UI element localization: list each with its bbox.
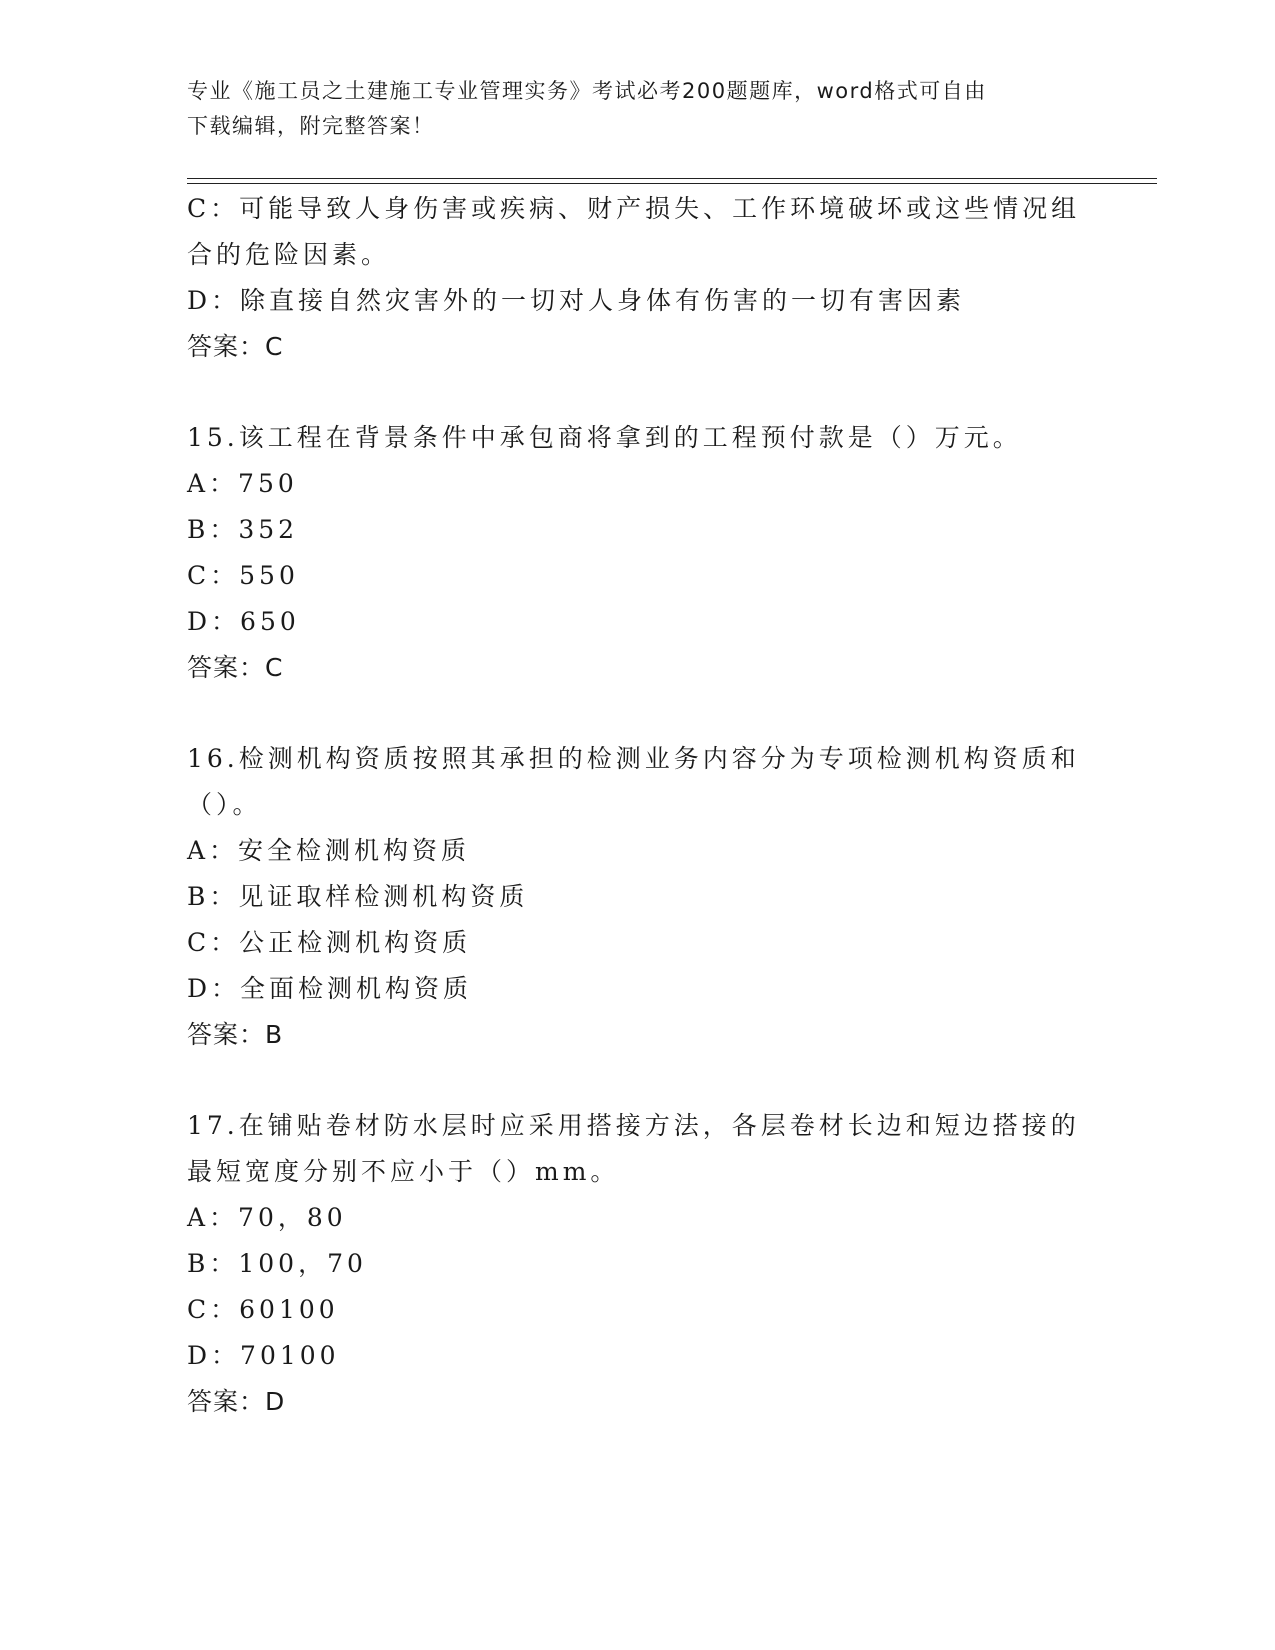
option-d: D：除直接自然灾害外的一切对人身体有伤害的一切有害因素 <box>187 286 966 315</box>
option-a: A：70，80 <box>187 1203 347 1232</box>
question-stem-line-2: 最短宽度分别不应小于（）mm。 <box>187 1157 620 1186</box>
question-stem-line-1: 16.检测机构资质按照其承担的检测业务内容分为专项检测机构资质和 <box>187 744 1080 773</box>
option-b: B：352 <box>187 515 299 544</box>
header-line-2: 下载编辑，附完整答案！ <box>187 114 435 138</box>
continued-question <box>187 186 1087 370</box>
header-divider-top <box>187 178 1157 179</box>
option-b: B：见证取样检测机构资质 <box>187 882 529 911</box>
answer: 答案：B <box>187 1020 284 1049</box>
option-d: D：650 <box>187 607 300 636</box>
option-d: D：全面检测机构资质 <box>187 974 473 1003</box>
option-c: C：550 <box>187 561 299 590</box>
answer: 答案：D <box>187 1387 286 1416</box>
option-c-line-1: C：可能导致人身伤害或疾病、财产损失、工作环境破坏或这些情况组 <box>187 194 1081 223</box>
question-spacer <box>187 1058 1087 1103</box>
option-c: C：公正检测机构资质 <box>187 928 472 957</box>
question-stem: 15.该工程在背景条件中承包商将拿到的工程预付款是（）万元。 <box>187 423 1022 452</box>
header-line-1: 专业《施工员之土建施工专业管理实务》考试必考200题题库，word格式可自由 <box>187 79 987 103</box>
header-divider-bottom <box>187 183 1157 184</box>
question-spacer <box>187 691 1087 736</box>
option-c: C：60100 <box>187 1295 339 1324</box>
option-b: B：100，70 <box>187 1249 367 1278</box>
question-stem-line-1: 17.在铺贴卷材防水层时应采用搭接方法，各层卷材长边和短边搭接的 <box>187 1111 1080 1140</box>
answer: 答案：C <box>187 653 284 682</box>
option-d: D：70100 <box>187 1341 340 1370</box>
document-body <box>187 186 1087 1425</box>
option-c-line-2: 合的危险因素。 <box>187 240 391 269</box>
question-17 <box>187 1103 1087 1425</box>
document-header <box>187 74 1077 144</box>
question-stem-line-2: （）。 <box>187 790 262 819</box>
question-16 <box>187 736 1087 1058</box>
question-spacer <box>187 370 1087 415</box>
answer: 答案：C <box>187 332 284 361</box>
option-a: A：750 <box>187 469 298 498</box>
question-15 <box>187 415 1087 691</box>
option-a: A：安全检测机构资质 <box>187 836 471 865</box>
